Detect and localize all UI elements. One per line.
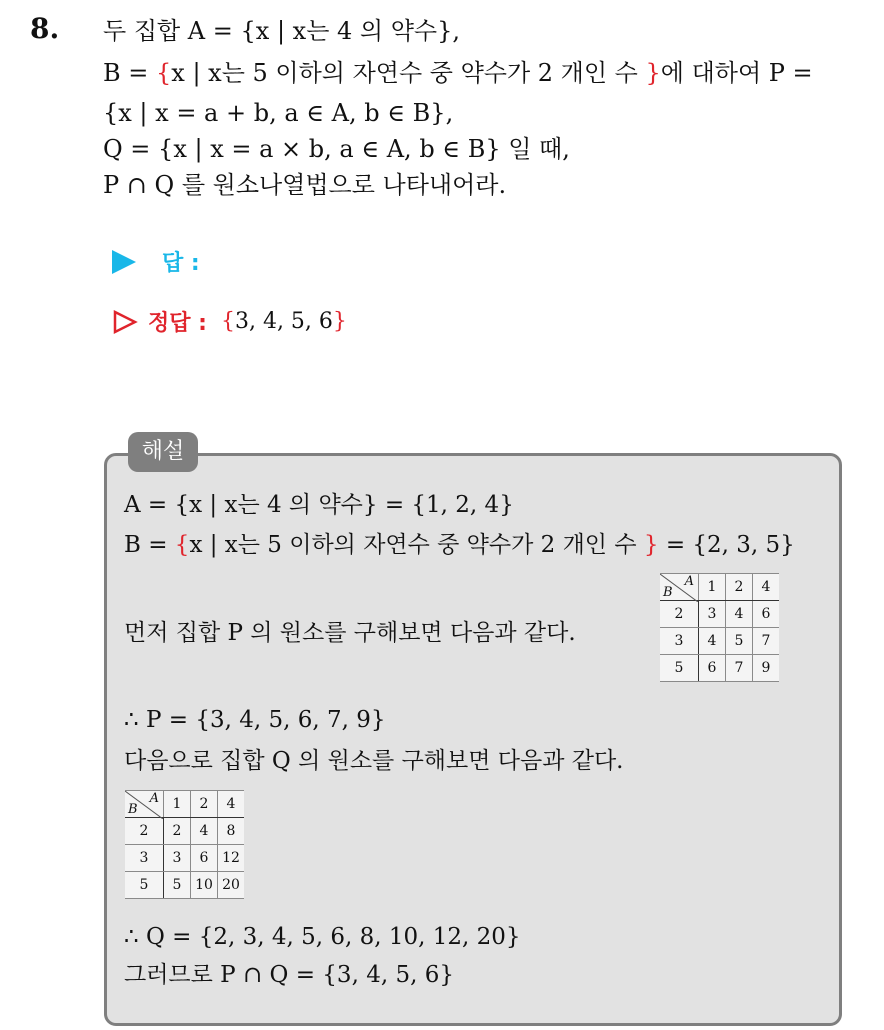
question-line-2-mid: x | x는 5 이하의 자연수 중 약수가 2 개인 수 [171,59,646,87]
table-cell: 20 [218,872,245,899]
question-line-2 [103,58,813,88]
explanation-line-2-pre: B = [124,532,175,558]
table-cell: 6 [753,601,780,628]
table-cell: 9 [753,655,780,682]
table-row [660,628,779,655]
explanation-line-2 [124,530,795,560]
explanation-line-7: 그러므로 P ∩ Q = {3, 4, 5, 6} [124,962,454,988]
brace-open: { [156,59,172,87]
row-header: 3 [125,845,164,872]
brace-close: } [643,532,659,558]
outline-triangle-icon [112,309,138,335]
brace-open: { [174,532,190,558]
table-cell: 7 [753,628,780,655]
explanation-line-4: ∴ P = {3, 4, 5, 6, 7, 9} [124,707,386,733]
play-triangle-icon [112,250,136,274]
table-cell: 10 [191,872,218,899]
correct-answer-label: 정답 : [148,311,207,336]
column-header: 1 [164,791,191,818]
question-number: 8. [30,12,60,45]
column-header: 4 [753,574,780,601]
answer-label: 답 : [162,251,200,276]
column-header: 2 [191,791,218,818]
question-line-2-pre: B = [103,59,157,87]
table-cell: 4 [699,628,726,655]
table-header-row [125,791,244,818]
row-header: 5 [125,872,164,899]
sum-table [660,573,779,682]
question-line-1: 두 집합 A = {x | x는 4 의 약수}, [103,17,460,45]
corner-top-label: A [149,791,159,806]
table-cell: 3 [699,601,726,628]
table-cell: 6 [699,655,726,682]
explanation-tab: 해설 [128,432,198,472]
explanation-line-2-post: = {2, 3, 5} [658,532,795,558]
table-header-row [660,574,779,601]
table-cell: 8 [218,818,245,845]
table-cell: 6 [191,845,218,872]
corner-top-label: A [684,574,694,589]
table-cell: 12 [218,845,245,872]
row-header: 2 [125,818,164,845]
brace-open: { [220,309,235,334]
table-row [660,601,779,628]
answer-row [112,246,200,277]
corner-bottom-label: B [128,802,138,817]
question-line-5: P ∩ Q 를 원소나열법으로 나타내어라. [103,171,507,199]
explanation-line-5: 다음으로 집합 Q 의 원소를 구해보면 다음과 같다. [124,748,624,774]
question-line-4: Q = {x | x = a × b, a ∈ A, b ∈ B} 일 때, [103,135,570,163]
correct-values: 3, 4, 5, 6 [234,309,333,334]
product-table [125,790,244,899]
table-cell: 4 [191,818,218,845]
row-header: 3 [660,628,699,655]
table-cell: 5 [164,872,191,899]
brace-close: } [645,59,661,87]
corner-bottom-label: B [663,585,673,600]
correct-answer-value [221,309,347,334]
explanation-line-1: A = {x | x는 4 의 약수} = {1, 2, 4} [124,492,514,518]
explanation-line-6: ∴ Q = {2, 3, 4, 5, 6, 8, 10, 12, 20} [124,924,521,950]
table-row [125,818,244,845]
table-row [660,655,779,682]
column-header: 2 [726,574,753,601]
table-row [125,845,244,872]
table-cell: 7 [726,655,753,682]
table-row [125,872,244,899]
explanation-line-3: 먼저 집합 P 의 원소를 구해보면 다음과 같다. [124,620,576,646]
table-cell: 2 [164,818,191,845]
column-header: 1 [699,574,726,601]
explanation-line-2-mid: x | x는 5 이하의 자연수 중 약수가 2 개인 수 [189,532,644,558]
row-header: 2 [660,601,699,628]
question-line-3: {x | x = a + b, a ∈ A, b ∈ B}, [103,99,454,127]
row-header: 5 [660,655,699,682]
question-line-2-post: 에 대하여 P = [660,59,813,87]
table-cell: 3 [164,845,191,872]
table-corner-cell [660,574,699,601]
table-cell: 4 [726,601,753,628]
table-corner-cell [125,791,164,818]
column-header: 4 [218,791,245,818]
correct-answer-row [112,306,347,337]
brace-close: } [332,309,347,334]
table-cell: 5 [726,628,753,655]
